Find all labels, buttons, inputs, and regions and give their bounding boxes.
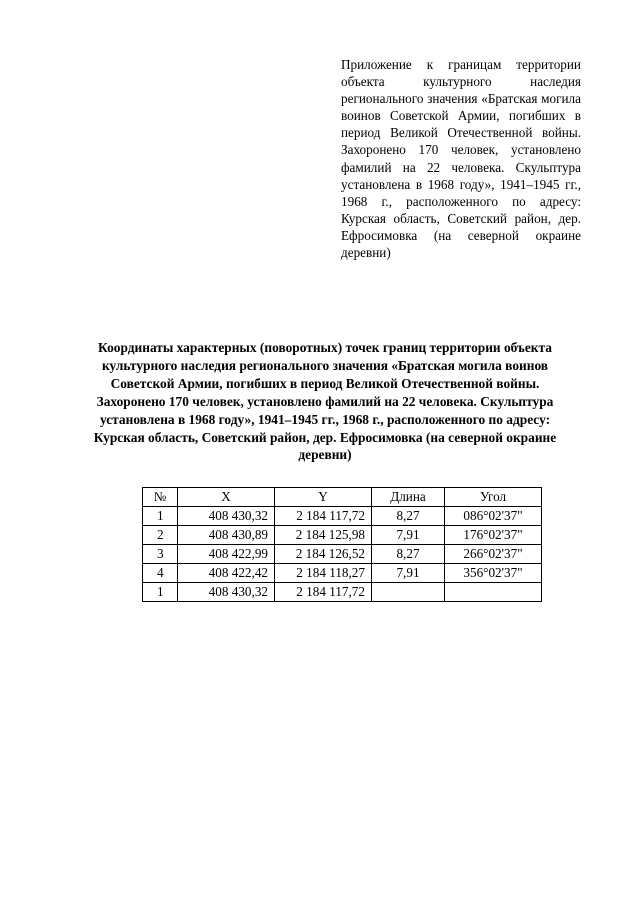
cell-y: 2 184 117,72: [275, 583, 372, 602]
cell-y: 2 184 125,98: [275, 526, 372, 545]
cell-length: [372, 583, 445, 602]
header-x: X: [178, 488, 275, 507]
header-length: Длина: [372, 488, 445, 507]
cell-length: 8,27: [372, 545, 445, 564]
cell-y: 2 184 126,52: [275, 545, 372, 564]
table-row: [143, 583, 542, 602]
appendix-note: Приложение к границам территории объекта культурного наследия регионального значения «Братская могила воинов Советской Армии, погибших в период Великой Отечественной войны. Захоронено 170 человек, установлено фамилий на 22 человека. Скульптура установлена в 1968 году», 1941–1945 гг., 1968 г., расположенного по адресу: Курская область, Советский район, дер. Ефросимовка (на северной окраине деревни): [341, 57, 581, 261]
cell-x: 408 422,99: [178, 545, 275, 564]
cell-x: 408 430,32: [178, 583, 275, 602]
cell-number: 3: [143, 545, 178, 564]
cell-angle: 356°02'37": [445, 564, 542, 583]
cell-angle: [445, 583, 542, 602]
cell-x: 408 430,32: [178, 507, 275, 526]
cell-length: 8,27: [372, 507, 445, 526]
document-heading: Координаты характерных (поворотных) точек границ территории объекта культурного наследия регионального значения «Братская могила воинов Советской Армии, погибших в период Великой Отечественной войны. Захоронено 170 человек, установлено фамилий на 22 человека. Скульптура установлена в 1968 году», 1941–1945 гг., 1968 г., расположенного по адресу: Курская область, Советский район, дер. Ефросимовка (на северной окраине деревни): [93, 340, 557, 463]
header-y: Y: [275, 488, 372, 507]
cell-angle: 266°02'37": [445, 545, 542, 564]
header-number: №: [143, 488, 178, 507]
cell-y: 2 184 118,27: [275, 564, 372, 583]
cell-number: 4: [143, 564, 178, 583]
cell-angle: 176°02'37": [445, 526, 542, 545]
table-row: [143, 545, 542, 564]
cell-length: 7,91: [372, 526, 445, 545]
table-row: [143, 564, 542, 583]
cell-number: 1: [143, 583, 178, 602]
table-header-row: [143, 488, 542, 507]
table-row: [143, 507, 542, 526]
cell-number: 2: [143, 526, 178, 545]
cell-number: 1: [143, 507, 178, 526]
table-row: [143, 526, 542, 545]
cell-angle: 086°02'37": [445, 507, 542, 526]
header-angle: Угол: [445, 488, 542, 507]
cell-y: 2 184 117,72: [275, 507, 372, 526]
cell-x: 408 430,89: [178, 526, 275, 545]
cell-x: 408 422,42: [178, 564, 275, 583]
coordinates-table: [142, 487, 542, 602]
cell-length: 7,91: [372, 564, 445, 583]
